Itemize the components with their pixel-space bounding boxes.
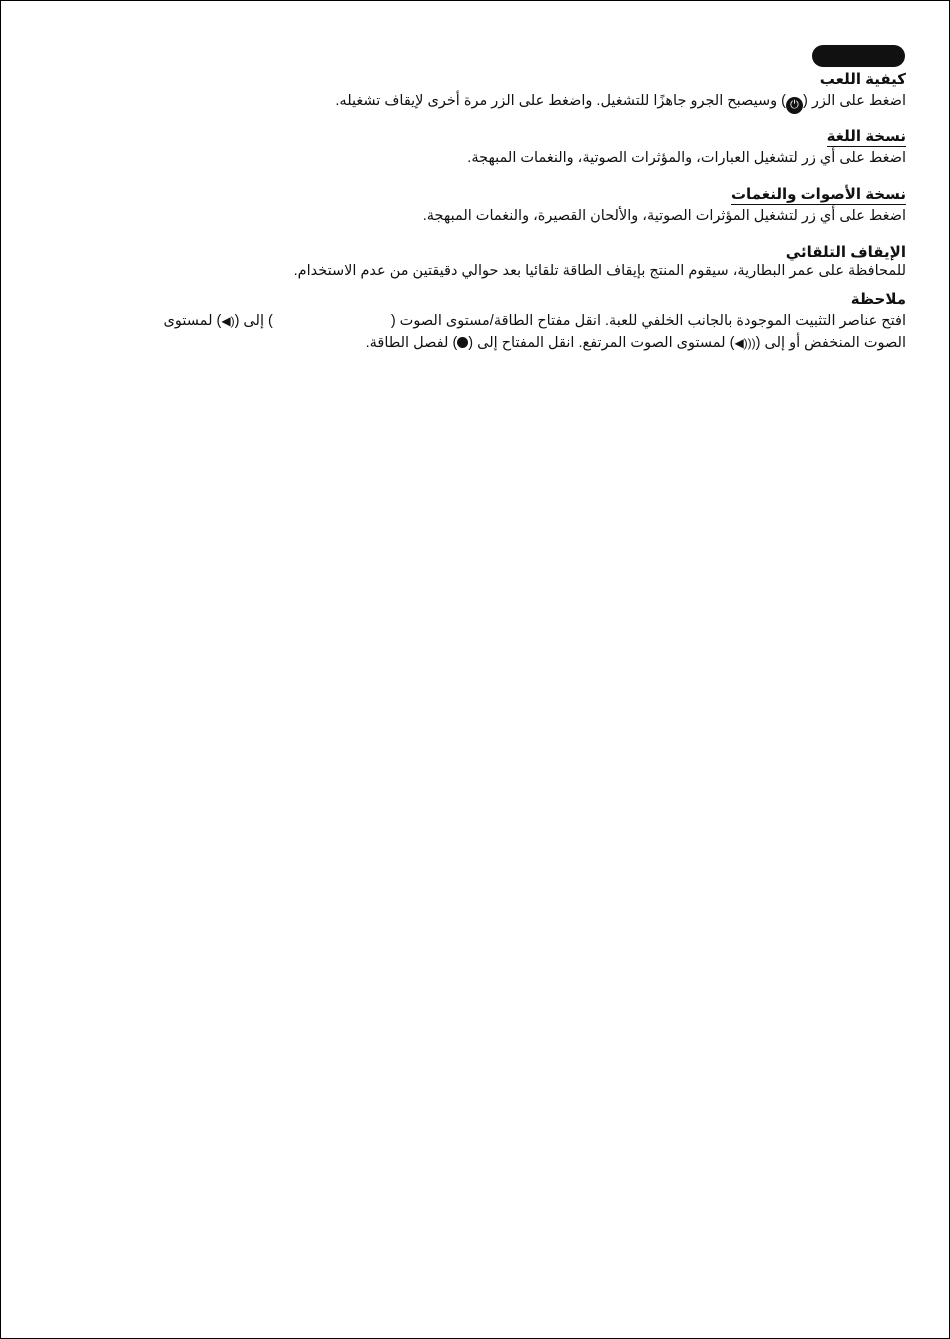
section-note	[164, 290, 906, 354]
paragraph-how-to-play	[335, 90, 906, 114]
paragraph-note-line-1	[164, 310, 906, 332]
section-language-mode	[467, 128, 906, 169]
heading-auto-off: الإيقاف التلقائي	[785, 244, 906, 261]
note-text-1b: ) إلى (	[234, 313, 273, 329]
power-icon: ⏻	[786, 97, 803, 114]
off-dot-icon	[457, 337, 468, 348]
note-text-2c: ) لفصل الطاقة.	[365, 335, 458, 351]
note-text-2b: ) لمستوى الصوت المرتفع. انقل المفتاح إلى (	[468, 335, 735, 351]
paragraph-auto-off: للمحافظة على عمر البطارية، سيقوم المنتج بإيقاف الطاقة تلقائيا بعد حوالي دقيقتين من عدم الاستخدام.	[293, 263, 906, 279]
how-to-play-text-a: اضغط على الزر (	[802, 93, 906, 109]
speaker-high-icon: ◀)))	[734, 336, 756, 350]
section-auto-off	[294, 243, 906, 279]
how-to-play-text-b: ) وسيصبح الجرو جاهزًا للتشغيل. واضغط على الزر مرة أخرى لإيقاف تشغيله.	[335, 93, 786, 109]
speaker-low-icon: ◀)	[221, 314, 235, 328]
paragraph-note-line-2	[164, 332, 906, 354]
heading-sounds-mode: نسخة الأصوات والنغمات	[730, 186, 906, 203]
note-text-1c: ) لمستوى	[163, 313, 222, 329]
heading-language-mode: نسخة اللغة	[826, 128, 906, 145]
paragraph-sounds-mode: اضغط على أي زر لتشغيل المؤثرات الصوتية، والألحان القصيرة، والنغمات المبهجة.	[422, 208, 906, 224]
paragraph-language-mode: اضغط على أي زر لتشغيل العبارات، والمؤثرات الصوتية، والنغمات المبهجة.	[467, 150, 906, 166]
note-text-1a: افتح عناصر التثبيت الموجودة بالجانب الخلفي للعبة. انقل مفتاح الطاقة/مستوى الصوت (	[390, 313, 906, 329]
section-sounds-mode	[423, 186, 906, 227]
heading-how-to-play: كيفية اللعب	[819, 71, 906, 88]
note-text-2a: الصوت المنخفض أو إلى (	[755, 335, 906, 351]
heading-note: ملاحظة	[850, 291, 906, 308]
language-tab-badge	[812, 45, 905, 67]
section-how-to-play	[335, 70, 906, 114]
